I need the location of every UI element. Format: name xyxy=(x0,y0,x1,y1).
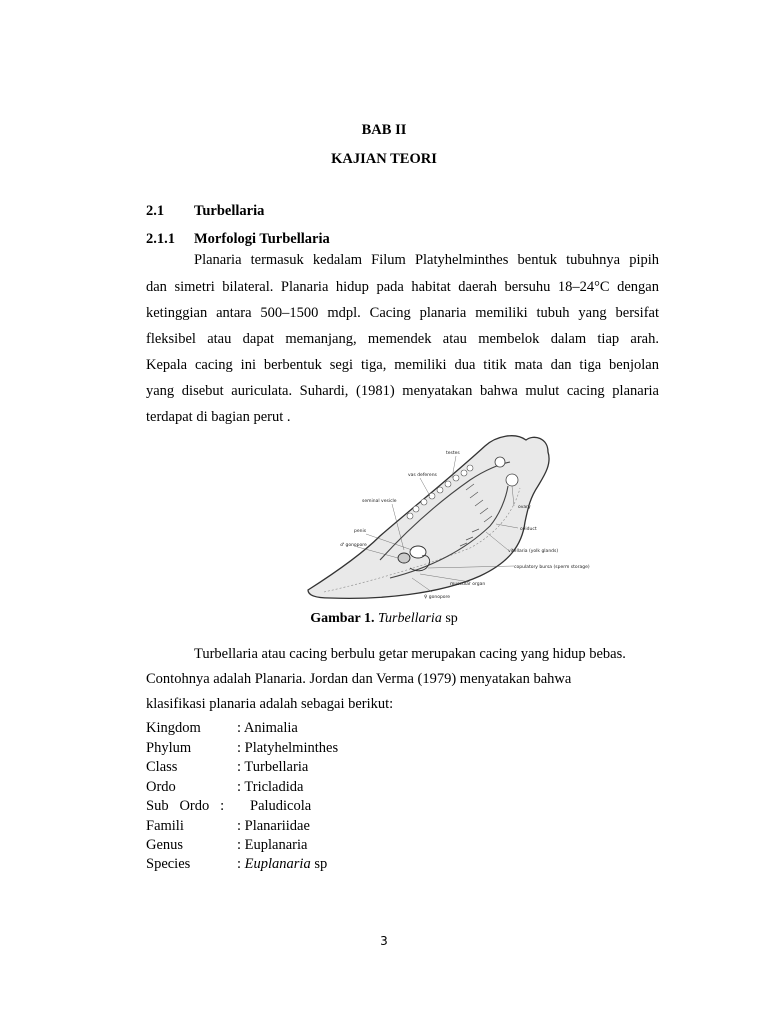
ovary-shape xyxy=(506,474,518,486)
label-seminal-vesicle: seminal vesicle xyxy=(362,499,397,504)
classification-value-italic: Euplanaria xyxy=(244,856,311,872)
paragraph1-line: ketinggian antara 500–1500 mdpl. Cacing planaria memiliki tubuh yang bersifat xyxy=(146,305,659,321)
classification-rank: Genus xyxy=(146,837,184,853)
classification-row xyxy=(146,759,446,777)
label-penis: penis xyxy=(354,529,367,534)
classification-row xyxy=(146,818,446,836)
classification-row xyxy=(146,720,446,738)
label-vas-deferens: vas deferens xyxy=(408,473,437,478)
label-vitellaria: vitellaria (yolk glands) xyxy=(508,549,559,554)
classification-value: Paludicola xyxy=(250,798,312,814)
classification-rank: Phylum xyxy=(146,740,192,756)
subsection-title: Morfologi Turbellaria xyxy=(194,231,330,247)
figure-caption-label: Gambar 1. xyxy=(310,611,375,626)
paragraph1-line: yang disebut auriculata. Suhardi, (1981) menyatakan bahwa mulut cacing planaria xyxy=(146,383,659,399)
paragraph2-line: klasifikasi planaria adalah sebagai berikut: xyxy=(146,696,394,712)
figure-caption-suffix: sp xyxy=(441,611,458,626)
turbellaria-illustration xyxy=(300,428,590,603)
figure-caption-italic: Turbellaria xyxy=(378,611,442,626)
classification-row xyxy=(146,740,446,758)
label-copulatory-bursa: copulatory bursa (sperm storage) xyxy=(514,565,590,570)
classification-value-prefix: : xyxy=(237,856,245,872)
classification-value: : Tricladida xyxy=(237,779,304,795)
planaria-body xyxy=(308,436,549,599)
page-number: 3 xyxy=(380,934,388,948)
label-ovary: ovary xyxy=(518,505,531,510)
label-oviduct: oviduct xyxy=(520,527,537,532)
classification-rank: Sub Ordo : xyxy=(146,798,225,814)
figure-caption xyxy=(0,611,768,627)
classification-value-suffix: sp xyxy=(310,856,328,872)
classification-rank: Kingdom xyxy=(146,720,201,736)
penis-shape xyxy=(410,546,426,558)
label-muscular-organ: muscular organ xyxy=(450,582,486,587)
section-title: Turbellaria xyxy=(194,203,265,219)
section-number: 2.1 xyxy=(146,203,165,219)
classification-value: : Platyhelminthes xyxy=(237,740,339,756)
paragraph1-line: dan simetri bilateral. Planaria hidup pada habitat daerah bersuhu 18–24°C dengan xyxy=(146,279,659,295)
paragraph2-line: Turbellaria atau cacing berbulu getar merupakan cacing yang hidup bebas. xyxy=(194,646,626,662)
chapter-number: BAB II xyxy=(361,122,407,138)
classification-row xyxy=(146,856,446,874)
classification-value: : Planariidae xyxy=(237,818,310,834)
chapter-title: KAJIAN TEORI xyxy=(331,151,437,167)
label-testes: testes xyxy=(446,451,460,456)
classification-rank: Ordo xyxy=(146,779,176,795)
paragraph1-line: Kepala cacing ini berbentuk segi tiga, memiliki dua titik mata dan tiga benjolan xyxy=(146,357,659,373)
paragraph2-line: Contohnya adalah Planaria. Jordan dan Verma (1979) menyatakan bahwa xyxy=(146,671,572,687)
seminal-vesicle-shape xyxy=(398,553,410,563)
classification-row xyxy=(146,798,446,816)
label-male-gonopore: ♂ gonopore xyxy=(340,543,367,548)
paragraph1-line: fleksibel atau dapat memanjang, memendek atau membelok dalam tiap arah. xyxy=(146,331,659,347)
subsection-number: 2.1.1 xyxy=(146,231,175,247)
label-female-gonopore: ♀ gonopore xyxy=(424,595,451,600)
classification-row xyxy=(146,837,446,855)
paragraph1-line: terdapat di bagian perut . xyxy=(146,409,291,425)
classification-rank: Class xyxy=(146,759,178,775)
classification-rank: Famili xyxy=(146,818,184,834)
classification-value xyxy=(237,856,327,873)
classification-value: : Animalia xyxy=(237,720,298,736)
classification-value: : Euplanaria xyxy=(237,837,308,853)
eye-icon xyxy=(495,457,505,467)
paragraph1-line: Planaria termasuk kedalam Filum Platyhelminthes bentuk tubuhnya pipih xyxy=(194,252,659,268)
classification-rank: Species xyxy=(146,856,191,872)
classification-row xyxy=(146,779,446,797)
classification-value: : Turbellaria xyxy=(237,759,309,775)
